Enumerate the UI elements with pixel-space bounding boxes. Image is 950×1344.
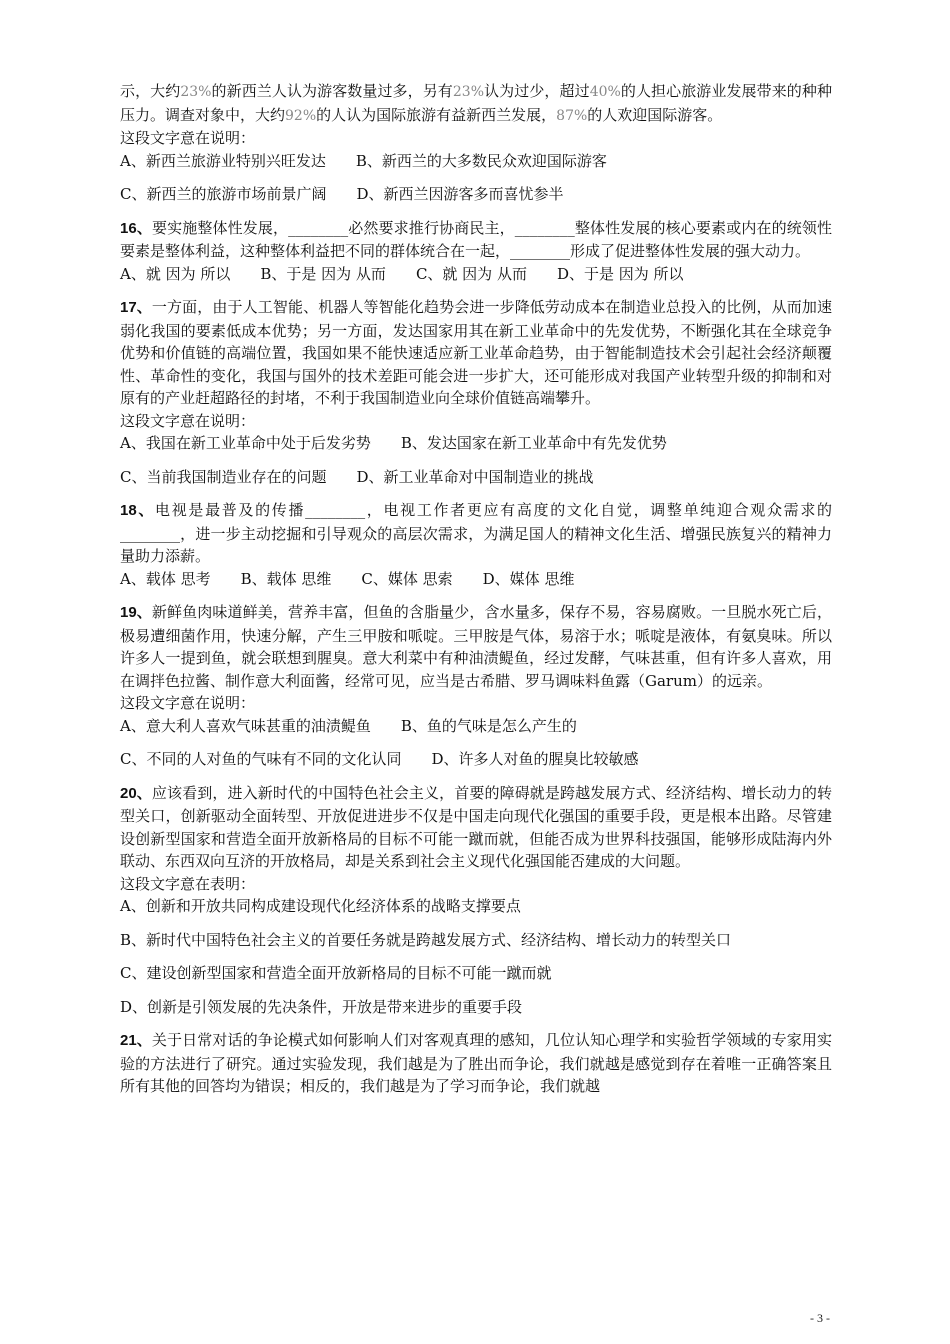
document-body bbox=[120, 80, 832, 1098]
question-16 bbox=[120, 217, 832, 286]
question-17-options-ab bbox=[120, 432, 832, 455]
question-number: 18、 bbox=[120, 502, 156, 519]
option-b[interactable]: B、发达国家在新工业革命中有先发优势 bbox=[400, 434, 667, 452]
option-d[interactable]: D、于是 因为 所以 bbox=[556, 264, 684, 283]
percent-value: 40% bbox=[589, 84, 621, 100]
option-c[interactable]: C、就 因为 从而 bbox=[415, 264, 527, 283]
option-b[interactable]: B、鱼的气味是怎么产生的 bbox=[400, 716, 577, 735]
option-c[interactable]: C、当前我国制造业存在的问题 bbox=[120, 467, 327, 486]
stem-text: 认为过少，超过 bbox=[484, 82, 590, 100]
question-number: 17、 bbox=[120, 299, 152, 316]
option-a[interactable]: A、就 因为 所以 bbox=[120, 264, 231, 283]
question-17-prompt: 这段文字意在说明： bbox=[120, 411, 256, 430]
stem-text: 电视是最普及的传播________，电视工作者更应有高度的文化自觉，调整单纯迎合观众需求的________，进一步主动挖掘和引导观众的高层次需求，为满足国人的精神文化生活、增强民族复兴的精神力量助力添薪。 bbox=[120, 501, 832, 565]
question-15-prompt: 这段文字意在说明： bbox=[120, 129, 256, 147]
question-21 bbox=[120, 1029, 832, 1098]
option-d[interactable]: D、许多人对鱼的腥臭比较敏感 bbox=[431, 750, 639, 768]
question-number: 20、 bbox=[120, 784, 152, 802]
percent-value: 92% bbox=[285, 107, 317, 124]
question-20 bbox=[120, 782, 832, 1019]
question-number: 21、 bbox=[120, 1032, 152, 1049]
option-c[interactable]: C、建设创新型国家和营造全面开放新格局的目标不可能一蹴而就 bbox=[120, 964, 552, 982]
percent-value: 23% bbox=[452, 84, 485, 100]
option-d[interactable]: D、新西兰因游客多而喜忧参半 bbox=[356, 185, 564, 203]
page-number: - 3 - bbox=[810, 1311, 830, 1325]
question-17-options-cd bbox=[120, 466, 832, 489]
option-c[interactable]: C、不同的人对鱼的气味有不同的文化认同 bbox=[120, 750, 402, 768]
stem-text: 一方面，由于人工智能、机器人等智能化趋势会进一步降低劳动成本在制造业总投入的比例，从而加速弱化我国的要素低成本优势；另一方面，发达国家用其在新工业革命中的先发优势，不断强化其在全球竞争优势和价值链的高端位置，我国如果不能快速适应新工业革命趋势，由于智能制造技术会引起社会经济颠覆性、革命性的变化，我国与国外的技术差距可能会进一步扩大，还可能形成对我国产业转型升级的抑制和对原有的产业赶超路径的封堵，不利于我国制造业向全球价值链高端攀升。 bbox=[120, 298, 832, 407]
stem-text: 要实施整体性发展，________必然要求推行协商民主，________整体性发展的核心要素或内在的统领性要素是整体利益，这种整体利益把不同的群体统合在一起，________形成了促进整体性发展的强大动力。 bbox=[120, 218, 832, 260]
option-a[interactable]: A、载体 思考 bbox=[120, 569, 211, 588]
question-20-stem bbox=[120, 782, 832, 873]
question-16-options bbox=[120, 263, 832, 286]
question-19-options-ab bbox=[120, 715, 832, 738]
stem-text: 的人认为国际旅游有益新西兰发展， bbox=[316, 105, 557, 124]
stem-text: 的新西兰人认为游客数量过多，另有 bbox=[211, 82, 453, 100]
question-19-options-cd bbox=[120, 748, 832, 771]
question-number: 19、 bbox=[120, 604, 152, 621]
question-21-stem bbox=[120, 1029, 832, 1098]
option-b[interactable]: B、新时代中国特色社会主义的首要任务就是跨越发展方式、经济结构、增长动力的转型关口 bbox=[120, 930, 732, 949]
stem-text: 的人欢迎国际游客。 bbox=[587, 105, 723, 124]
stem-text: 关于日常对话的争论模式如何影响人们对客观真理的感知，几位认知心理学和实验哲学领域的专家用实验的方法进行了研究。通过实验发现，我们越是为了胜出而争论，我们就越是感觉到存在着唯一正确答案且所有其他的回答均为错误；相反的，我们越是为了学习而争论，我们就越 bbox=[120, 1031, 832, 1095]
question-19 bbox=[120, 601, 832, 771]
option-a[interactable]: A、新西兰旅游业特别兴旺发达 bbox=[120, 151, 326, 170]
option-d[interactable]: D、新工业革命对中国制造业的挑战 bbox=[356, 467, 594, 486]
question-17-stem bbox=[120, 296, 832, 410]
option-c[interactable]: C、媒体 思索 bbox=[361, 569, 453, 588]
option-d[interactable]: D、媒体 思维 bbox=[482, 569, 575, 588]
question-15-options-cd bbox=[120, 183, 832, 206]
stem-text: 的人担心旅游业发展带来的种种压力。调查对象中，大约 bbox=[120, 82, 832, 124]
question-18-options bbox=[120, 568, 832, 591]
question-15-options-ab bbox=[120, 150, 832, 173]
stem-text: 应该看到，进入新时代的中国特色社会主义，首要的障碍就是跨越发展方式、经济结构、增长动力的转型关口，创新驱动全面转型、开放促进进步不仅是中国走向现代化强国的重要手段，更是根本出路。尽管建设创新型国家和营造全面开放新格局的目标不可能一蹴而就，但能否成为世界科技强国，能够形成陆海内外联动、东西双向互济的开放格局，却是关系到社会主义现代化强国能否建成的大问题。 bbox=[120, 783, 832, 870]
percent-value: 23% bbox=[180, 84, 212, 100]
question-19-prompt: 这段文字意在说明： bbox=[120, 694, 256, 712]
stem-text: 示，大约 bbox=[120, 82, 181, 100]
question-20-prompt: 这段文字意在表明： bbox=[120, 874, 256, 893]
question-15-stem bbox=[120, 80, 832, 127]
option-b[interactable]: B、载体 思维 bbox=[240, 569, 332, 588]
question-number: 16、 bbox=[120, 219, 152, 237]
percent-value: 87% bbox=[556, 107, 588, 124]
option-a[interactable]: A、我国在新工业革命中处于后发劣势 bbox=[120, 434, 371, 452]
question-17 bbox=[120, 296, 832, 488]
option-b[interactable]: B、于是 因为 从而 bbox=[260, 264, 386, 283]
option-d[interactable]: D、创新是引领发展的先决条件，开放是带来进步的重要手段 bbox=[120, 997, 523, 1016]
question-16-stem bbox=[120, 217, 832, 263]
question-18-stem bbox=[120, 499, 832, 568]
stem-text: 新鲜鱼肉味道鲜美，营养丰富，但鱼的含脂量少，含水量多，保存不易，容易腐败。一旦脱水死亡后，极易遭细菌作用，快速分解，产生三甲胺和哌啶。三甲胺是气体，易溶于水；哌啶是液体，有氨臭味。所以许多人一提到鱼，就会联想到腥臭。意大利菜中有种油渍鳀鱼，经过发酵，气味甚重，但有许多人喜欢，用在调拌色拉酱、制作意大利面酱，经常可见，应当是古希腊、罗马调味料鱼露（Garum）的远亲。 bbox=[120, 603, 832, 690]
option-a[interactable]: A、创新和开放共同构成建设现代化经济体系的战略支撑要点 bbox=[120, 897, 521, 915]
option-b[interactable]: B、新西兰的大多数民众欢迎国际游客 bbox=[355, 151, 607, 170]
question-19-stem bbox=[120, 601, 832, 692]
question-18 bbox=[120, 499, 832, 590]
question-15-continuation bbox=[120, 80, 832, 206]
option-c[interactable]: C、新西兰的旅游市场前景广阔 bbox=[120, 185, 327, 203]
option-a[interactable]: A、意大利人喜欢气味甚重的油渍鳀鱼 bbox=[120, 716, 371, 735]
